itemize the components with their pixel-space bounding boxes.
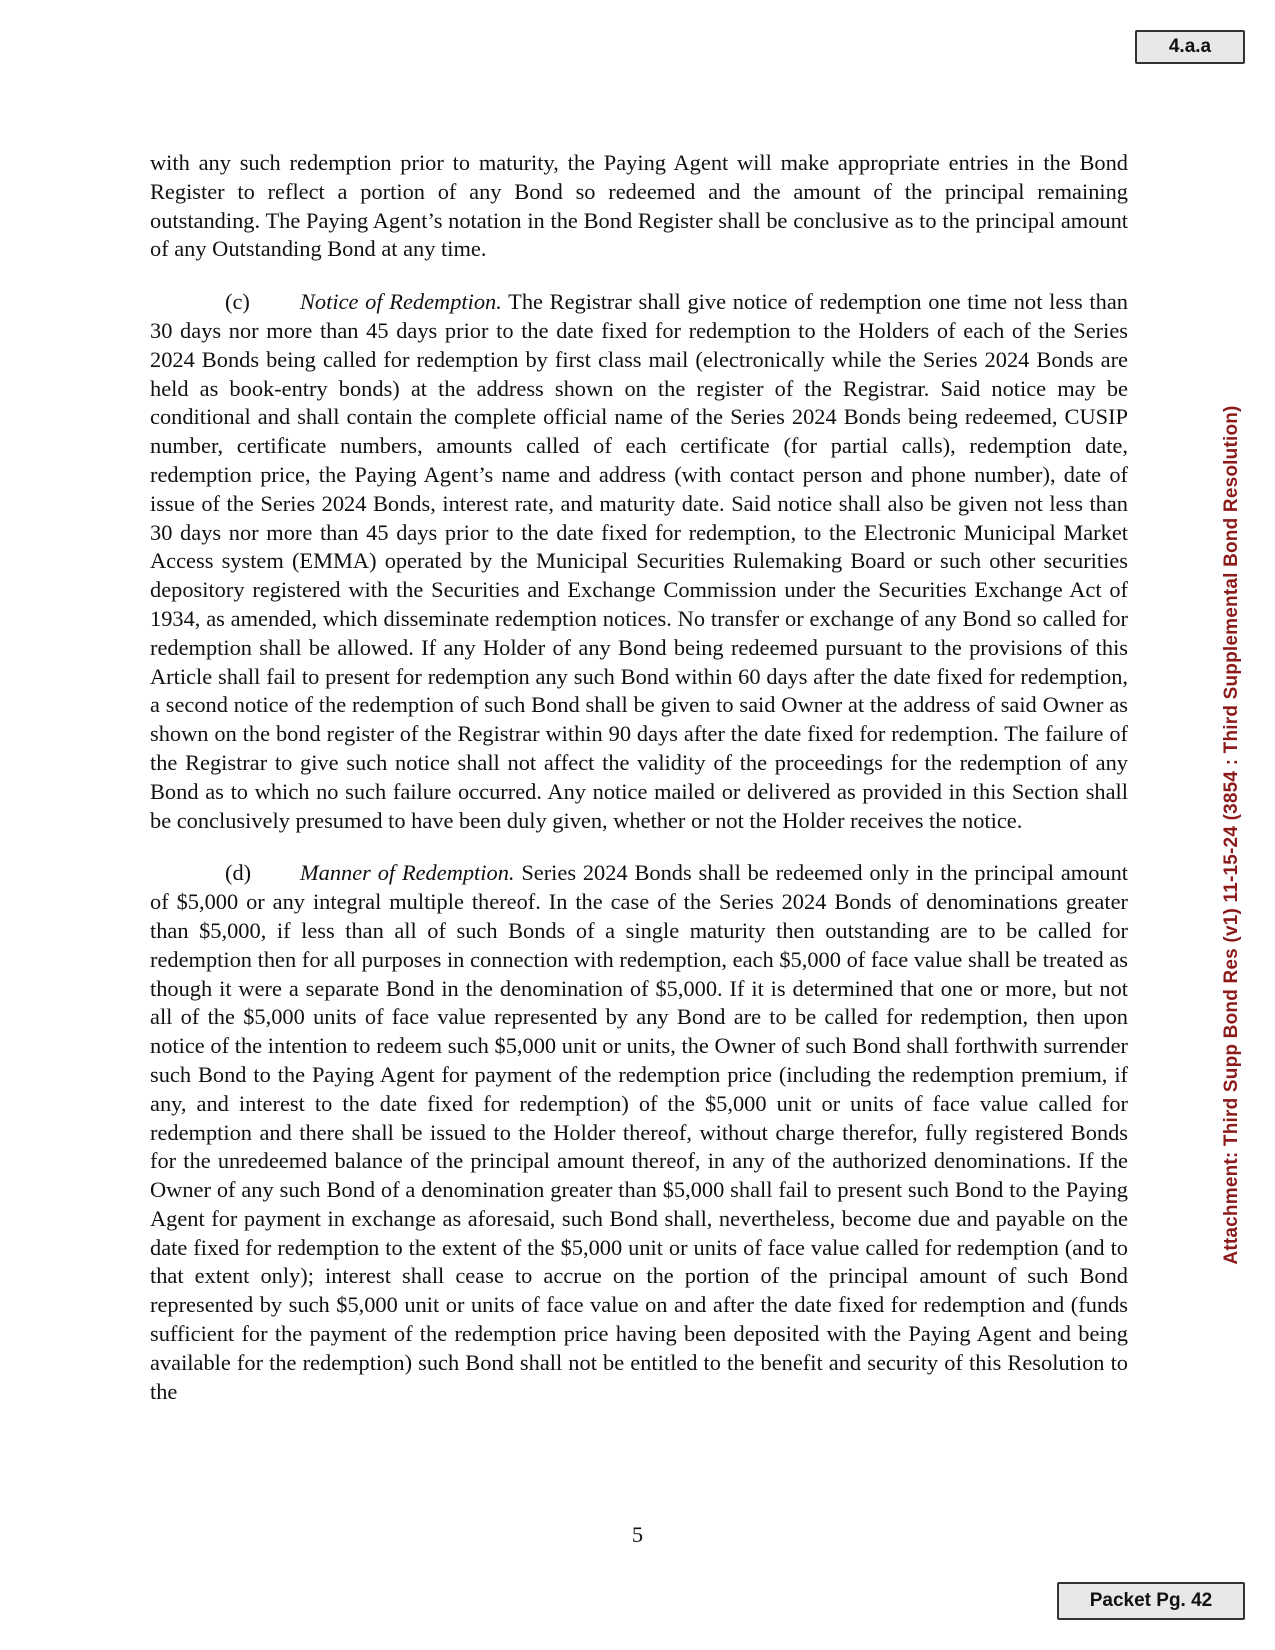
side-attachment-label: Attachment: Third Supp Bond Res (v1) 11-15-24 (3854 : Third Supplemental Bond Resolution) (1221, 405, 1242, 1265)
footer-badge: Packet Pg. 42 (1057, 1582, 1245, 1620)
paragraph-d-heading: Manner of Redemption. (300, 860, 515, 886)
paragraph-c-heading: Notice of Redemption. (300, 289, 502, 315)
page-number: 5 (631, 1522, 644, 1547)
continuation-paragraph: with any such redemption prior to maturity, the Paying Agent will make appropriate entries in the Bond Register to reflect a portion of any Bond so redeemed and the amount of the principal remaining outstanding. The Paying Agent’s notation in the Bond Register shall be conclusive as to the principal amount of any Outstanding Bond at any time. (150, 150, 1128, 262)
paragraph-d (150, 859, 1128, 1406)
paragraph-c-text: The Registrar shall give notice of redemption one time not less than 30 days nor more than 45 days prior to the date fixed for redemption to the Holders of each of the Series 2024 Bonds being called for redemption by first class mail (electronically while the Series 2024 Bonds are held as book-entry bonds) at the address shown on the register of the Registrar. Said notice may be conditional and shall contain the complete official name of the Series 2024 Bonds being redeemed, CUSIP number, certificate numbers, amounts called of each certificate (for partial calls), redemption date, redemption price, the Paying Agent’s name and address (with contact person and phone number), date of issue of the Series 2024 Bonds, interest rate, and maturity date. Said notice shall also be given not less than 30 days nor more than 45 days prior to the date fixed for redemption, to the Electronic Municipal Market Access system (EMMA) operated by the Municipal Securities Rulemaking Board or such other securities depository registered with the Securities and Exchange Commission under the Securities Exchange Act of 1934, as amended, which disseminate redemption notices. No transfer or exchange of any Bond so called for redemption shall be allowed. If any Holder of any Bond being redeemed pursuant to the provisions of this Article shall fail to present for redemption any such Bond within 60 days after the date fixed for redemption, a second notice of the redemption of such Bond shall be given to said Owner at the address of said Owner as shown on the bond register of the Registrar within 90 days after the date fixed for redemption. The failure of the Registrar to give such notice shall not affect the validity of the proceedings for the redemption of any Bond as to which no such failure occurred. Any notice mailed or delivered as provided in this Section shall be conclusively presumed to have been duly given, whether or not the Holder receives the notice. (150, 289, 1128, 833)
body-text (150, 149, 1128, 1430)
paragraph-c-number: (c) (225, 289, 250, 315)
header-badge: 4.a.a (1135, 30, 1245, 64)
paragraph-c (150, 288, 1128, 835)
paragraph-d-number: (d) (225, 860, 252, 886)
paragraph-d-text: Series 2024 Bonds shall be redeemed only in the principal amount of $5,000 or any integral multiple thereof. In the case of the Series 2024 Bonds of denominations greater than $5,000, if less than all of such Bonds of a single maturity then outstanding are to be called for redemption then for all purposes in connection with redemption, each $5,000 of face value shall be treated as though it were a separate Bond in the denomination of $5,000. If it is determined that one or more, but not all of the $5,000 units of face value represented by any Bond are to be called for redemption, then upon notice of the intention to redeem such $5,000 unit or units, the Owner of such Bond shall forthwith surrender such Bond to the Paying Agent for payment of the redemption price (including the redemption premium, if any, and interest to the date fixed for redemption) of the $5,000 unit or units of face value called for redemption and there shall be issued to the Holder thereof, without charge therefor, fully registered Bonds for the unredeemed balance of the principal amount thereof, in any of the authorized denominations. If the Owner of any such Bond of a denomination greater than $5,000 shall fail to present such Bond to the Paying Agent for payment in exchange as aforesaid, such Bond shall, nevertheless, become due and payable on the date fixed for redemption to the extent of the $5,000 unit or units of face value called for redemption (and to that extent only); interest shall cease to accrue on the portion of the principal amount of such Bond represented by such $5,000 unit or units of face value on and after the date fixed for redemption and (funds sufficient for the payment of the redemption price having been deposited with the Paying Agent and being available for the redemption) such Bond shall not be entitled to the benefit and security of this Resolution to the (150, 860, 1128, 1404)
